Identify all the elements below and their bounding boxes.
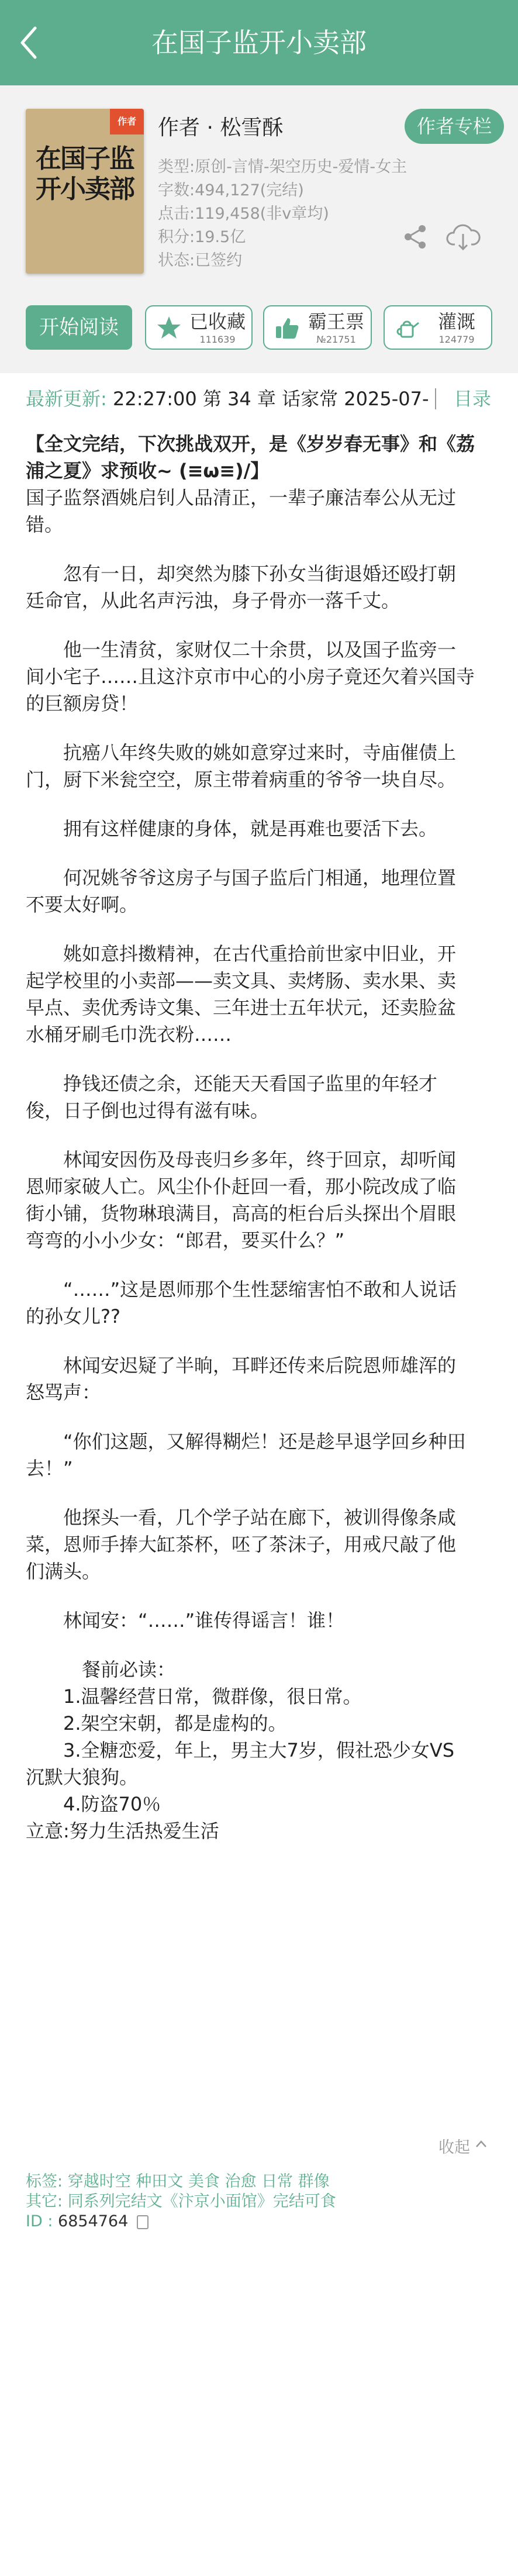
summary-line: 2.架空宋朝，都是虚构的。 xyxy=(26,1712,287,1734)
star-icon xyxy=(156,315,182,342)
summary-line: 间小宅子……且这汴京市中心的小房子竟还欠着兴国寺 xyxy=(26,665,475,688)
summary-line: 水桶牙刷毛巾洗衣粉…… xyxy=(26,1023,232,1046)
summary-line: 早点、卖优秀诗文集、三年进士五年状元，还卖脸盆 xyxy=(26,996,457,1019)
other-label: 其它: xyxy=(26,2192,63,2211)
book-type: 类型:原创-言情-架空历史-爱情-女主 xyxy=(158,158,408,176)
summary-line: 不要太好啊。 xyxy=(26,894,139,916)
summary-line: 1.温馨经营日常，微群像，很日常。 xyxy=(26,1685,362,1708)
summary-line: 们满头。 xyxy=(26,1560,101,1582)
start-reading-button[interactable]: 开始阅读 xyxy=(26,305,132,350)
summary-line: 林闻安迟疑了半晌，耳畔还传来后院恩师雄浑的 xyxy=(26,1354,457,1377)
summary-line: 拥有这样健康的身体，就是再难也要活下去。 xyxy=(26,818,438,840)
summary-line: 浦之夏》求预收~ (≡ω≡)/】 xyxy=(26,460,270,482)
summary-line: 餐前必读： xyxy=(26,1658,176,1681)
latest-update-label: 最新更新: xyxy=(26,388,107,410)
summary-line: 他一生清贫，家财仅二十余贯，以及国子监旁一 xyxy=(26,639,457,661)
tags-value[interactable]: 穿越时空 种田文 美食 治愈 日常 群像 xyxy=(67,2172,330,2191)
summary-line: 去！” xyxy=(26,1457,73,1480)
chevron-up-icon xyxy=(475,2138,488,2150)
bawang-ticket-label: 霸王票 xyxy=(308,311,364,333)
cover-ribbon: 作者 xyxy=(110,109,144,135)
summary-line: “你们这题，又解得糊烂！还是趁早退学回乡种田 xyxy=(26,1430,466,1453)
summary-line: 林闻安：“……”谁传得谣言！谁！ xyxy=(26,1609,345,1632)
summary-line: “……”这是恩师那个生性瑟缩害怕不敢和人说话 xyxy=(26,1278,457,1301)
share-icon[interactable] xyxy=(402,223,429,250)
summary-line: 姚如意抖擞精神，在古代重拾前世家中旧业，开 xyxy=(26,943,457,965)
summary-line: 起学校里的小卖部——卖文具、卖烤肠、卖水果、卖 xyxy=(26,970,457,992)
summary-line: 的孙女儿?? xyxy=(26,1305,120,1327)
summary-line: 国子监祭酒姚启钊人品清正，一辈子廉洁奉公从无过 xyxy=(26,487,457,509)
thumbs-up-icon xyxy=(274,315,301,342)
summary-line: 恩师家破人亡。风尘仆仆赶回一看，那小院改成了临 xyxy=(26,1175,457,1198)
update-divider xyxy=(435,388,436,409)
collapse-button[interactable] xyxy=(438,2134,470,2157)
summary-line: 俊，日子倒也过得有滋有味。 xyxy=(26,1099,270,1122)
summary-line: 抗癌八年终失败的姚如意穿过来时，寺庙催债上 xyxy=(26,742,457,764)
table-of-contents-link[interactable]: 目录 xyxy=(454,388,492,410)
summary-line: 何况姚爷爷这房子与国子监后门相通，地理位置 xyxy=(26,867,457,889)
other-row xyxy=(26,2192,336,2212)
collect-button[interactable] xyxy=(145,305,253,350)
summary-line: 他探头一看，几个学子站在廊下，被训得像条咸 xyxy=(26,1506,457,1529)
book-status: 状态:已签约 xyxy=(158,251,243,270)
irrigate-button[interactable] xyxy=(384,305,492,350)
app-header xyxy=(0,0,518,85)
id-value: 6854764 xyxy=(58,2212,129,2230)
latest-update[interactable] xyxy=(26,386,493,412)
summary-line: 怒骂声： xyxy=(26,1381,101,1403)
bawang-ticket-count: №21751 xyxy=(316,334,356,345)
book-info-panel xyxy=(0,85,518,373)
book-cover[interactable] xyxy=(26,109,144,274)
summary-line: 沉默大狼狗。 xyxy=(26,1766,139,1788)
irrigate-count: 124779 xyxy=(438,334,475,345)
author-name[interactable]: 作者 · 松雪酥 xyxy=(158,116,284,140)
summary-line: 街小铺，货物琳琅满目，高高的柜台后头探出个眉眼 xyxy=(26,1202,457,1225)
cloud-download-icon[interactable] xyxy=(446,219,481,254)
summary-line: 的巨额房贷！ xyxy=(26,692,139,715)
summary-line: 立意:努力生活热爱生活 xyxy=(26,1820,219,1842)
summary-line: 【全文完结，下次挑战双开，是《岁岁春无事》和《荔 xyxy=(26,433,475,455)
cover-title: 在国子监开小卖部 xyxy=(36,144,134,204)
collect-label: 已收藏 xyxy=(189,311,246,333)
latest-update-value: 22:27:00 第 34 章 话家常 2025-07- xyxy=(112,388,429,410)
page-title: 在国子监开小卖部 xyxy=(151,27,367,58)
id-row xyxy=(26,2212,149,2232)
bawang-ticket-button[interactable] xyxy=(263,305,372,350)
summary-line: 3.全糖恋爱，年上，男主大7岁，假社恐少女VS xyxy=(26,1739,455,1761)
id-label: ID : xyxy=(26,2212,53,2230)
tags-label: 标签: xyxy=(26,2172,63,2191)
summary-line: 门，厨下米瓮空空，原主带着病重的爷爷一块自尽。 xyxy=(26,768,457,791)
author-column-button[interactable]: 作者专栏 xyxy=(405,109,504,144)
summary-line: 弯弯的小小少女：“郎君，要买什么？” xyxy=(26,1229,345,1251)
summary-line: 林闻安因伤及母丧归乡多年，终于回京，却听闻 xyxy=(26,1149,457,1171)
summary-line: 挣钱还债之余，还能天天看国子监里的年轻才 xyxy=(26,1073,438,1095)
summary-line: 廷命官，从此名声污浊，身子骨亦一落千丈。 xyxy=(26,589,400,612)
other-value[interactable]: 同系列完结文《汴京小面馆》完结可食 xyxy=(67,2192,336,2211)
watering-can-icon xyxy=(394,315,421,342)
summary-line: 菜，恩师手捧大缸茶杯，呸了茶沫子，用戒尺敲了他 xyxy=(26,1533,457,1556)
book-clicks: 点击:119,458(非v章均) xyxy=(158,205,329,223)
summary-line: 错。 xyxy=(26,513,64,536)
collect-count: 111639 xyxy=(199,334,236,345)
copy-icon[interactable] xyxy=(137,2215,149,2229)
summary-line: 忽有一日，却突然为膝下孙女当街退婚还殴打朝 xyxy=(26,563,457,585)
book-score: 积分:19.5亿 xyxy=(158,228,246,246)
summary-line: 4.防盗70％ xyxy=(26,1793,161,1815)
irrigate-label: 灌溉 xyxy=(437,311,475,333)
tags-row xyxy=(26,2172,330,2192)
book-word-count: 字数:494,127(完结) xyxy=(158,181,304,199)
collapse-label: 收起 xyxy=(438,2139,470,2157)
